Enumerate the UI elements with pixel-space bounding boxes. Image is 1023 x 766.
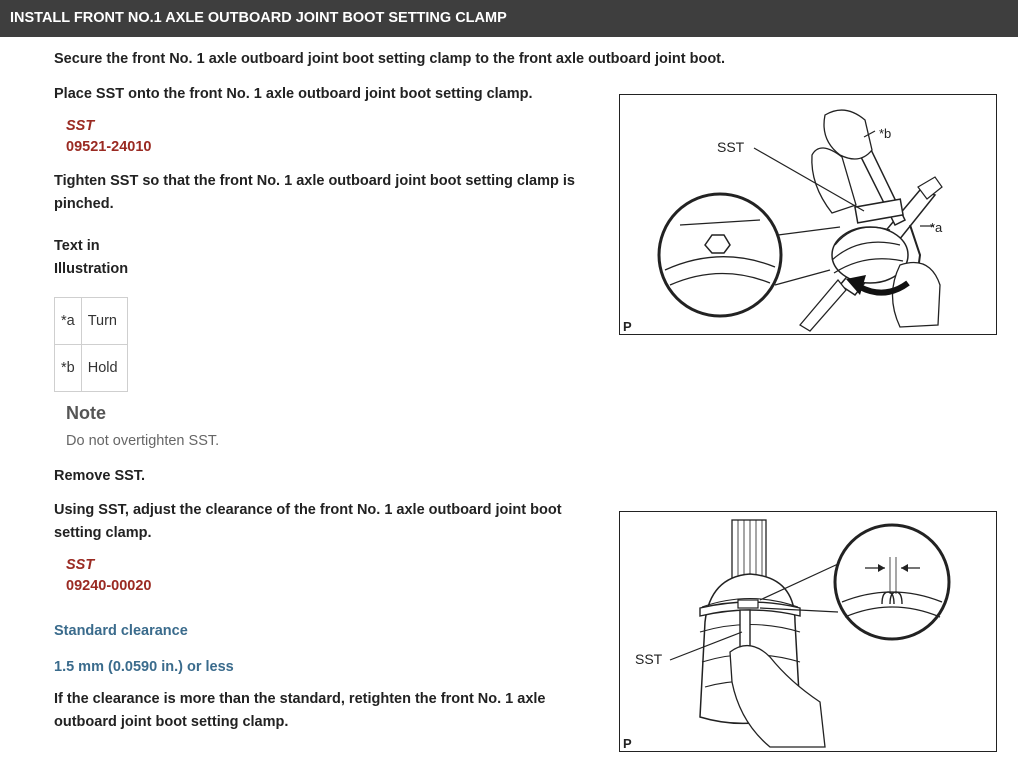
step-remove: Remove SST.	[54, 468, 146, 484]
figure-tighten-clamp	[619, 94, 997, 335]
step-adjust-line1: Using SST, adjust the clearance of the front No. 1 axle outboard joint boot	[54, 502, 562, 518]
figure1-sst-label: SST	[717, 139, 745, 155]
standard-clearance-value: 1.5 mm (0.0590 in.) or less	[54, 659, 234, 675]
step-retighten-line1: If the clearance is more than the standard, retighten the front No. 1 axle	[54, 691, 546, 707]
text-in-line2: Illustration	[54, 261, 129, 277]
sst-label-2: SST	[66, 557, 95, 573]
sst-number-2: 09240-00020	[66, 578, 152, 594]
sst-label-1: SST	[66, 118, 95, 134]
legend-row	[55, 345, 128, 392]
step-retighten-line2: outboard joint boot setting clamp.	[54, 714, 289, 730]
figure-clearance-illustration	[620, 512, 996, 751]
figure1-corner-mark: P	[623, 319, 632, 334]
legend-key: *a	[55, 298, 82, 345]
section-header	[0, 0, 1018, 37]
note-title: Note	[66, 403, 106, 423]
step-tighten-line1: Tighten SST so that the front No. 1 axle outboard joint boot setting clamp is	[54, 173, 575, 189]
standard-clearance-title: Standard clearance	[54, 623, 188, 639]
step-retighten	[54, 688, 546, 734]
step-tighten	[54, 170, 575, 216]
figure1-b-label: *b	[879, 126, 892, 141]
legend-value: Turn	[81, 298, 127, 345]
step-adjust-line2: setting clamp.	[54, 525, 152, 541]
figure1-a-label: *a	[930, 220, 943, 235]
figure2-corner-mark: P	[623, 736, 632, 751]
legend-value: Hold	[81, 345, 127, 392]
figure2-sst-label: SST	[635, 651, 663, 667]
step-place: Place SST onto the front No. 1 axle outboard joint boot setting clamp.	[54, 86, 533, 102]
step-tighten-line2: pinched.	[54, 196, 114, 212]
step-secure: Secure the front No. 1 axle outboard joint boot setting clamp to the front axle outboard joint boot.	[54, 51, 726, 67]
legend-key: *b	[55, 345, 82, 392]
illustration-legend-table	[54, 297, 128, 392]
sst-number-1: 09521-24010	[66, 139, 152, 155]
figure-check-clearance	[619, 511, 997, 752]
step-adjust	[54, 499, 562, 545]
note-text: Do not overtighten SST.	[66, 433, 220, 449]
text-in-line1: Text in	[54, 238, 100, 254]
section-title: INSTALL FRONT NO.1 AXLE OUTBOARD JOINT BOOT SETTING CLAMP	[10, 10, 507, 26]
legend-row	[55, 298, 128, 345]
figure-tighten-illustration	[620, 95, 996, 334]
text-in-illustration-heading	[54, 235, 128, 281]
